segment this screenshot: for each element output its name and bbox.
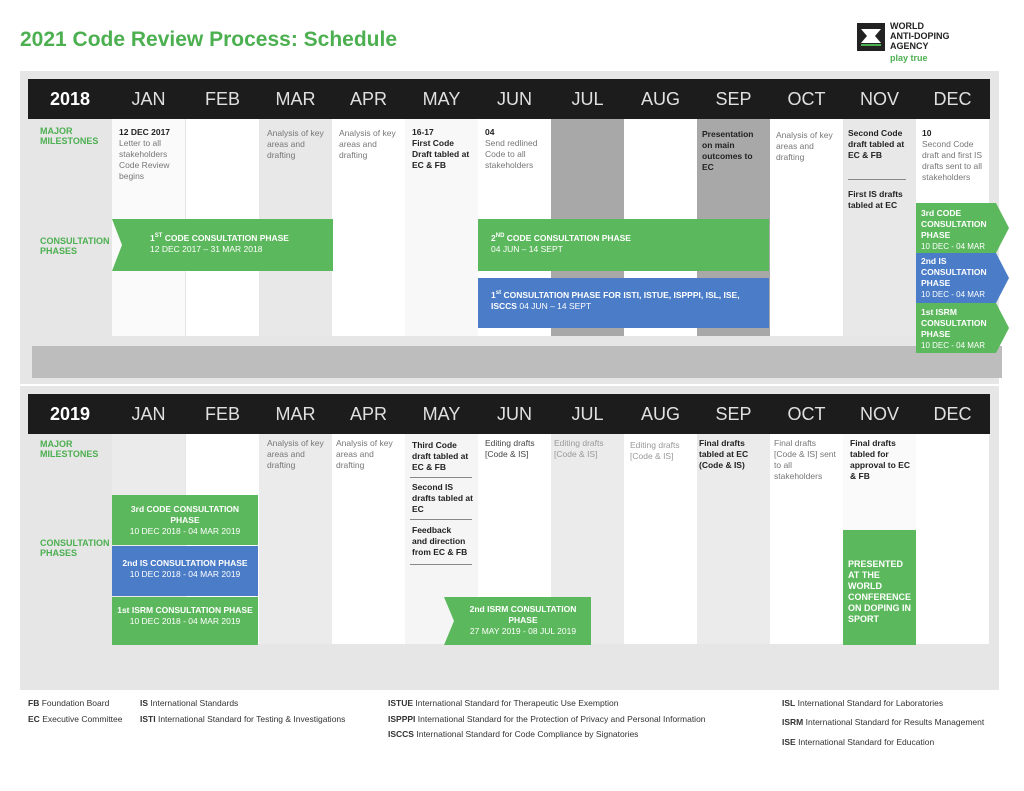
milestone-2018-jan-date: 12 DEC 2017: [119, 127, 171, 137]
legend-item-istue: [388, 698, 618, 708]
legend-abbr: EC: [28, 714, 40, 724]
month-header-may: MAY: [422, 89, 461, 109]
month-header-aug: AUG: [640, 89, 680, 109]
label-consultation-2018: CONSULTATION PHASES: [40, 236, 110, 256]
milestone-2019-aug: Editing drafts [Code & IS]: [630, 440, 680, 461]
milestone-2019-may-a: Third Code draft tabled at EC & FB: [412, 440, 469, 472]
milestone-2018-oct: Analysis of key areas and drafting: [776, 130, 833, 162]
label-milestones-2019: MAJOR MILESTONES: [40, 439, 99, 459]
milestone-2018-mar: Analysis of key areas and drafting: [267, 128, 324, 160]
legend-text: International Standards: [150, 698, 239, 708]
month-header-may: MAY: [422, 404, 461, 424]
phase-2018-is1-dates: 04 JUN – 14 SEPT: [519, 300, 592, 311]
legend-item-isccs: [388, 729, 638, 739]
year-label-2019: 2019: [49, 404, 91, 424]
separator: [410, 564, 472, 565]
legend-text: International Standard for Results Management: [805, 717, 985, 727]
legend-abbr: ISCCS: [388, 729, 414, 739]
month-header-jun: JUN: [497, 89, 532, 109]
month-header-mar: MAR: [275, 89, 316, 109]
legend-item-isti: [140, 714, 345, 724]
legend-item-isl: [782, 698, 943, 708]
month-header-dec: DEC: [933, 89, 972, 109]
month-column: [624, 434, 697, 644]
separator: [410, 519, 472, 520]
separator: [410, 477, 472, 478]
milestone-2019-oct: Final drafts [Code & IS] sent to all stakeholders: [774, 438, 836, 481]
phase-2018-dec-is2: 2nd IS CONSULTATION PHASE 10 DEC - 04 MAR: [921, 256, 987, 299]
phase-2018-code2-dates: 04 JUN – 14 SEPT: [491, 243, 563, 254]
month-header-apr: APR: [349, 89, 387, 109]
legend-abbr: IS: [140, 698, 149, 708]
year-label-2018: 2018: [49, 89, 91, 109]
month-header-jan: JAN: [131, 404, 166, 424]
month-header-oct: OCT: [787, 404, 826, 424]
legend-text: International Standard for Laboratories: [797, 698, 944, 708]
phase-2018-dec-code3: 3rd CODE CONSULTATION PHASE 10 DEC - 04 MAR: [921, 208, 987, 251]
legend-text: Executive Committee: [42, 714, 123, 724]
legend-item-ec: [28, 714, 123, 724]
milestone-2018-apr: Analysis of key areas and drafting: [339, 128, 396, 160]
month-header-feb: FEB: [204, 89, 240, 109]
legend-abbr: FB: [28, 698, 40, 708]
milestone-2019-jul: Editing drafts [Code & IS]: [554, 438, 604, 459]
month-header-oct: OCT: [787, 89, 826, 109]
logo-tagline: play true: [890, 53, 928, 63]
month-header-nov: NOV: [859, 89, 899, 109]
milestone-2018-jan-a: Letter to all stakeholders: [119, 138, 168, 159]
milestone-2018-nov-b: First IS drafts tabled at EC: [848, 189, 903, 210]
phase-2019-isrm2: 2nd ISRM CONSULTATION PHASE 27 MAY 2019 - 08 JUL 2019: [469, 604, 577, 636]
phase-2019-code3: 3rd CODE CONSULTATION PHASE 10 DEC 2018 - 04 MAR 2019: [129, 504, 241, 536]
phase-2018-dec-isrm1: 1st ISRM CONSULTATION PHASE 10 DEC - 04 MAR: [921, 307, 987, 350]
legend-item-ispppi: [388, 714, 706, 724]
milestone-2018-may: First Code Draft tabled at EC & FB: [412, 138, 470, 170]
milestone-2018-dec: Second Code draft and first IS drafts sent to all stakeholders: [922, 139, 983, 182]
legend-text: International Standard for Code Compliance by Signatories: [416, 729, 639, 739]
logo-line1: WORLD: [890, 21, 924, 31]
milestone-2019-may-c-b: and direction from EC & FB: [412, 536, 468, 557]
milestone-2019-may-b: Second IS drafts tabled at EC: [412, 482, 473, 514]
milestone-2019-jun: Editing drafts [Code & IS]: [485, 438, 535, 459]
milestone-2018-jun-date: 04: [485, 127, 495, 137]
legend-abbr: ISL: [782, 698, 796, 708]
separator: [848, 179, 906, 180]
milestone-2018-jan-b: Code Review begins: [119, 160, 170, 181]
month-header-jul: JUL: [571, 89, 604, 109]
legend-abbr: ISTI: [140, 714, 156, 724]
phase-2019-conference: PRESENTED AT THE WORLD CONFERENCE ON DOPING IN SPORT: [848, 559, 912, 624]
milestone-2019-nov: Final drafts tabled for approval to EC & FB: [850, 438, 910, 481]
timeline-bar-2018: [32, 346, 1002, 378]
legend-item-is: [140, 698, 238, 708]
phase-2018-code2: 2ND CODE CONSULTATION PHASE 04 JUN – 14 SEPT: [491, 232, 631, 254]
milestone-2018-may-date: 16-17: [412, 127, 434, 137]
phase-2018-is1: 1st CONSULTATION PHASE FOR ISTI, ISTUE, ISPPPI, ISL, ISE, ISCCS 04 JUN – 14 SEPT: [491, 289, 740, 311]
month-header-sep: SEP: [715, 89, 752, 109]
legend-item-ise: [782, 737, 934, 747]
legend-text: Foundation Board: [41, 698, 110, 708]
month-header-nov: NOV: [859, 404, 899, 424]
legend-text: International Standard for Therapeutic Use Exemption: [415, 698, 619, 708]
month-header-jul: JUL: [571, 404, 604, 424]
milestone-2018-sep: Presentation on main outcomes to EC: [702, 129, 754, 172]
milestone-2019-mar: Analysis of key areas and drafting: [267, 438, 324, 470]
legend-text: International Standard for Education: [798, 737, 935, 747]
legend-abbr: ISE: [782, 737, 796, 747]
month-header-feb: FEB: [204, 404, 240, 424]
phase-2019-isrm1: 1st ISRM CONSULTATION PHASE 10 DEC 2018 - 04 MAR 2019: [117, 605, 253, 626]
legend-text: International Standard for Testing & Investigations: [157, 714, 346, 724]
header-2019: [28, 394, 990, 434]
logo-line2: ANTI-DOPING: [890, 31, 950, 41]
legend-abbr: ISTUE: [388, 698, 414, 708]
milestone-2019-may-c-a: Feedback: [412, 525, 452, 535]
month-header-jun: JUN: [497, 404, 532, 424]
legend-abbr: ISPPPI: [388, 714, 416, 724]
logo-line3: AGENCY: [890, 41, 929, 51]
milestone-2018-dec-date: 10: [922, 128, 932, 138]
wada-logo: [857, 21, 987, 67]
legend-abbr: ISRM: [782, 717, 804, 727]
phase-2018-code1-dates: 12 DEC 2017 – 31 MAR 2018: [150, 243, 263, 254]
milestone-2018-jun: Send redlined Code to all stakeholders: [485, 138, 538, 170]
month-header-apr: APR: [349, 404, 387, 424]
label-consultation-2019: CONSULTATION PHASES: [40, 538, 110, 558]
legend-item-fb: [28, 698, 109, 708]
milestone-2018-nov-a: Second Code draft tabled at EC & FB: [848, 128, 905, 160]
phase-2019-is2: 2nd IS CONSULTATION PHASE 10 DEC 2018 - 04 MAR 2019: [122, 558, 248, 579]
month-header-mar: MAR: [275, 404, 316, 424]
wada-logo-icon: [857, 23, 885, 51]
label-milestones-2018: MAJOR MILESTONES: [40, 126, 99, 146]
header-2018: [28, 79, 990, 119]
legend-item-isrm: [782, 717, 984, 727]
milestone-2019-sep: Final drafts tabled at EC (Code & IS): [699, 438, 749, 470]
month-column: [916, 434, 989, 644]
month-header-jan: JAN: [131, 89, 166, 109]
page-title: 2021 Code Review Process: Schedule: [20, 28, 398, 51]
month-header-sep: SEP: [715, 404, 752, 424]
milestone-2019-apr: Analysis of key areas and drafting: [336, 438, 393, 470]
phase-2018-code1: 1ST CODE CONSULTATION PHASE 12 DEC 2017 – 31 MAR 2018: [150, 232, 289, 254]
month-header-dec: DEC: [933, 404, 972, 424]
month-header-aug: AUG: [640, 404, 680, 424]
legend-text: International Standard for the Protection of Privacy and Personal Information: [417, 714, 706, 724]
